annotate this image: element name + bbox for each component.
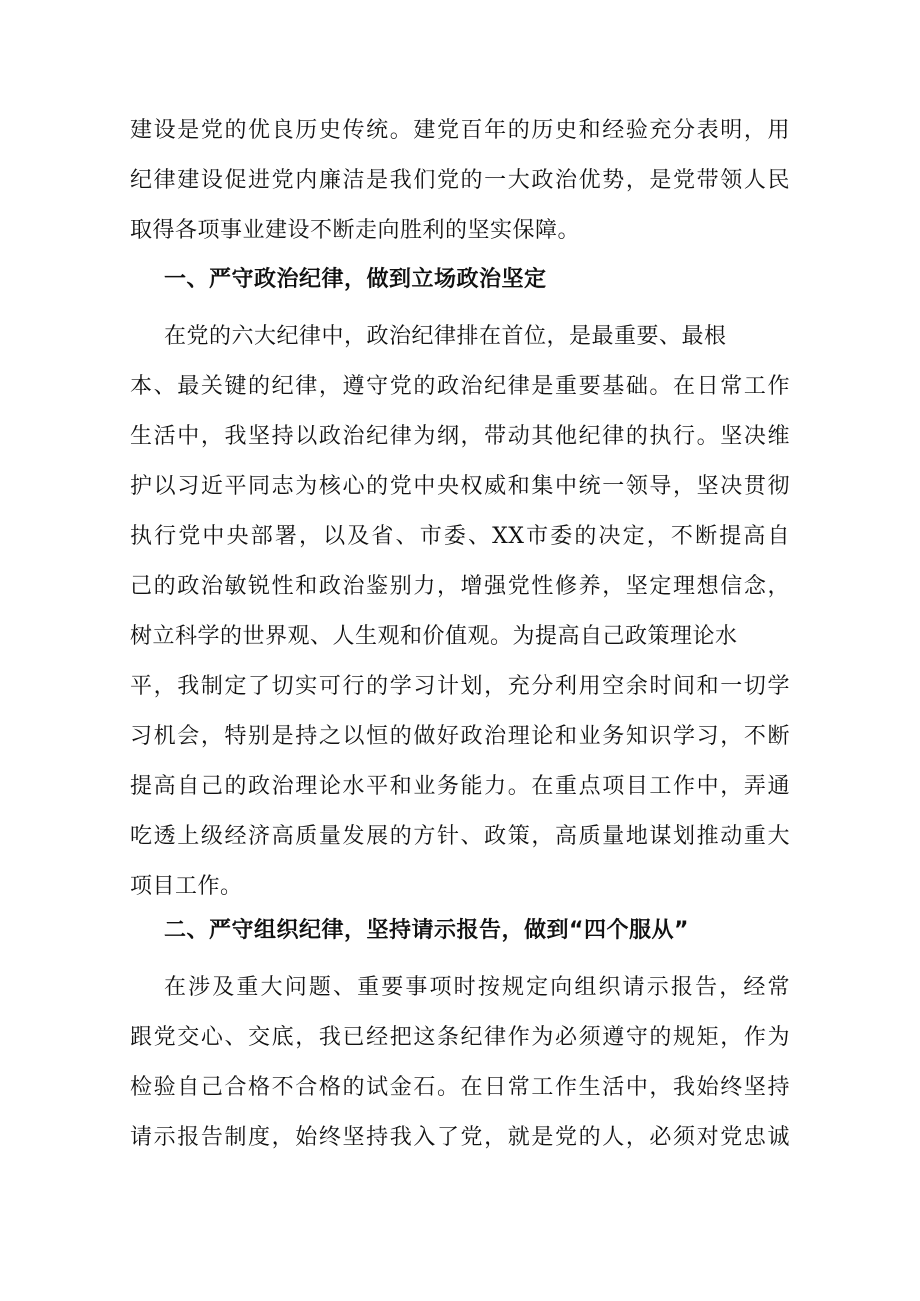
- paragraph-line: 吃透上级经济高质量发展的方针、政策，高质量地谋划推动重大: [130, 824, 790, 849]
- paragraph-line: 建设是党的优良历史传统。建党百年的历史和经验充分表明，用: [130, 118, 790, 143]
- paragraph-line: 纪律建设促进党内廉洁是我们党的一大政治优势，是党带领人民: [130, 168, 790, 193]
- paragraph-line: 项目工作。: [130, 874, 243, 899]
- paragraph-line: 在党的六大纪律中，政治纪律排在首位，是最重要、最根: [164, 324, 727, 349]
- paragraph-line: 执行党中央部署，以及省、市委、XX市委的决定，不断提高自: [130, 524, 790, 549]
- paragraph-line: 跟党交心、交底，我已经把这条纪律作为必须遵守的规矩，作为: [130, 1025, 790, 1050]
- paragraph-line: 护以习近平同志为核心的党中央权威和集中统一领导，坚决贯彻: [130, 474, 790, 499]
- section-heading-1: 一、严守政治纪律，做到立场政治坚定: [164, 267, 547, 292]
- paragraph-line: 平，我制定了切实可行的学习计划，充分利用空余时间和一切学: [130, 674, 790, 699]
- paragraph-line: 提高自己的政治理论水平和业务能力。在重点项目工作中，弄通: [130, 774, 790, 799]
- paragraph-line: 己的政治敏锐性和政治鉴别力，增强党性修养，坚定理想信念，: [130, 574, 790, 599]
- paragraph-line: 取得各项事业建设不断走向胜利的坚实保障。: [130, 218, 581, 243]
- paragraph-line: 检验自己合格不合格的试金石。在日常工作生活中，我始终坚持: [130, 1075, 790, 1100]
- paragraph-line: 本、最关键的纪律，遵守党的政治纪律是重要基础。在日常工作: [130, 374, 790, 399]
- paragraph-line: 生活中，我坚持以政治纪律为纲，带动其他纪律的执行。坚决维: [130, 424, 790, 449]
- paragraph-line: 树立科学的世界观、人生观和价值观。为提高自己政策理论水: [130, 624, 738, 649]
- paragraph-line: 在涉及重大问题、重要事项时按规定向组织请示报告，经常: [164, 975, 790, 1000]
- section-heading-2: 二、严守组织纪律，坚持请示报告，做到“四个服从”: [164, 918, 689, 943]
- paragraph-line: 请示报告制度，始终坚持我入了党，就是党的人，必须对党忠诚: [130, 1125, 790, 1150]
- paragraph-line: 习机会，特别是持之以恒的做好政治理论和业务知识学习，不断: [130, 724, 790, 749]
